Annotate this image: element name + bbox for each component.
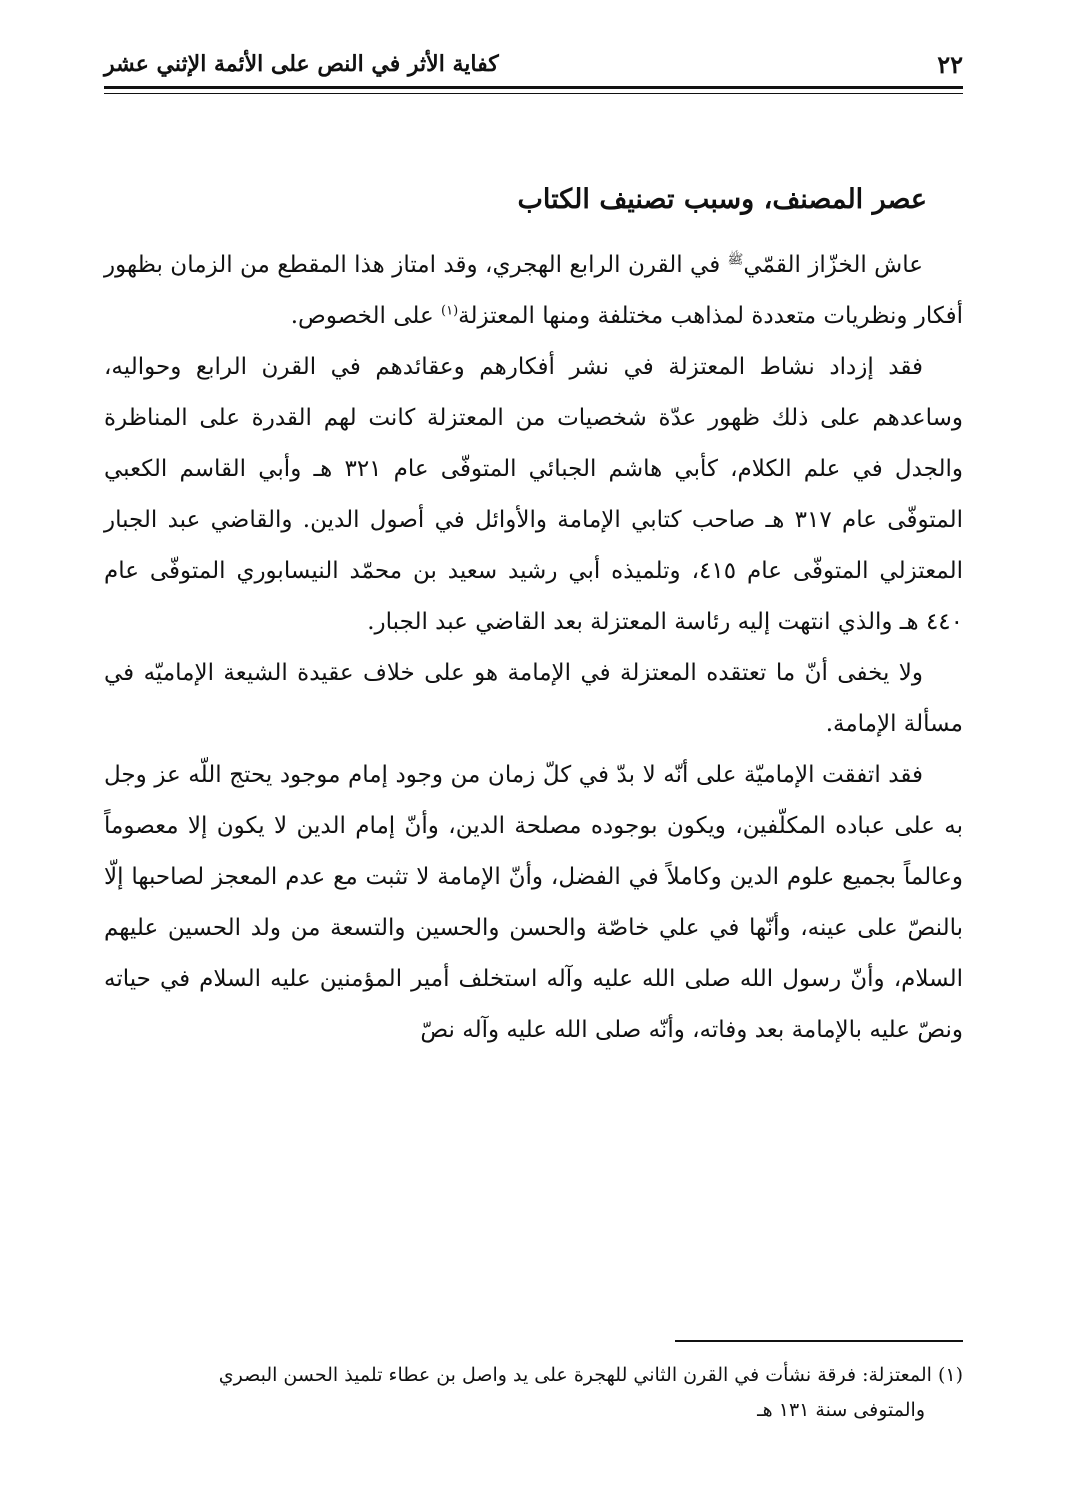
running-title: كفاية الأثر في النص على الأئمة الإثني عشر: [104, 51, 499, 77]
page-number: ٢٢: [937, 49, 963, 79]
footnote-line: (١) المعتزلة: فرقة نشأت في القرن الثاني للهجرة على يد واصل بن عطاء تلميذ الحسن البصري: [218, 1364, 963, 1386]
footnotes: [104, 1358, 963, 1428]
footnote-reference[interactable]: (١): [441, 303, 459, 319]
header-rule-thick: [104, 86, 963, 89]
page-header: [104, 44, 963, 84]
paragraph-2: فقد إزداد نشاط المعتزلة في نشر أفكارهم وعقائدهم في القرن الرابع وحواليه، وساعدهم على ذلك ظهور عدّة شخصيات من المعتزلة كانت لهم القدرة على المناظرة والجدل في علم الكلام، كأبي هاشم الجبائي المتوفّى عام ٣٢١ هـ وأبي القاسم الكعبي المتوفّى عام ٣١٧ هـ صاحب كتابي الإمامة والأوائل في أصول الدين. والقاضي عبد الجبار المعتزلي المتوفّى عام ٤١٥، وتلميذه أبي رشيد سعيد بن محمّد النيسابوري المتوفّى عام ٤٤٠ هـ والذي انتهت إليه رئاسة المعتزلة بعد القاضي عبد الجبار.: [104, 354, 963, 635]
paragraph-3: ولا يخفى أنّ ما تعتقده المعتزلة في الإمامة هو على خلاف عقيدة الشيعة الإماميّه في مسألة الإمامة.: [104, 660, 963, 737]
paragraph-text: عاش الخزّاز القمّي: [743, 252, 923, 278]
honorific-mark: ﷺ: [727, 252, 744, 268]
paragraph-4: فقد اتفقت الإماميّة على أنّه لا بدّ في كلّ زمان من وجود إمام موجود يحتج اللّه عز وجل به على عباده المكلّفين، ويكون بوجوده مصلحة الدين، وأنّ إمام الدين لا يكون إلا معصوماً وعالماً بجميع علوم الدين وكاملاً في الفضل، وأنّ الإمامة لا تثبت مع عدم المعجز لصاحبها إلّا بالنصّ على عينه، وأنّها في علي خاصّة والحسن والحسين والتسعة من ولد الحسين عليهم السلام، وأنّ رسول الله صلى الله عليه وآله استخلف أمير المؤمنين عليه السلام في حياته ونصّ عليه بالإمامة بعد وفاته، وأنّه صلى الله عليه وآله نصّ: [104, 762, 963, 1043]
paragraph-text: في القرن الرابع الهجري، وقد امتاز هذا المقطع من الزمان بظهور أفكار ونظريات متعددة لمذاهب مختلفة ومنها المعتزلة: [104, 252, 963, 329]
paragraph-text: على الخصوص.: [290, 303, 442, 329]
paragraph-1: [104, 240, 963, 342]
section-title: عصر المصنف، وسبب تصنيف الكتاب: [517, 184, 927, 215]
header-rule-thin: [104, 93, 963, 94]
footnote-line: والمتوفى سنة ١٣١ هـ: [757, 1399, 925, 1421]
main-content: [104, 178, 963, 1056]
footnote-separator: [675, 1340, 963, 1342]
